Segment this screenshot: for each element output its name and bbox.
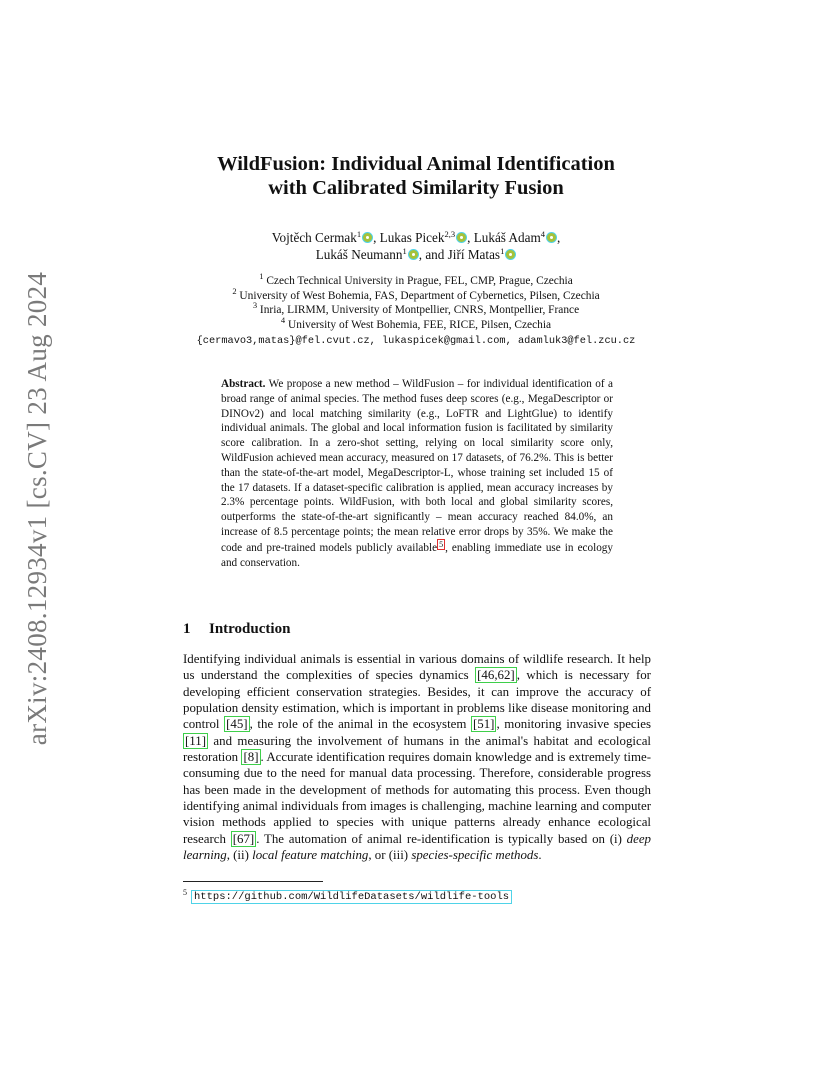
author-affil-sup: 2,3 <box>444 229 456 239</box>
intro-text: , the role of the animal in the ecosystem <box>249 717 471 732</box>
intro-text: . The automation of animal re-identification is typically based on (i) <box>256 831 627 846</box>
paper-title <box>150 152 682 200</box>
affiliation <box>150 300 682 318</box>
citation-link[interactable]: [11] <box>185 733 206 748</box>
author-name: Lukáš Adam <box>473 230 541 245</box>
section-heading-introduction <box>183 619 653 639</box>
affiliation-number: 2 <box>232 285 237 296</box>
orcid-icon[interactable] <box>456 232 467 243</box>
author-affil-sup: 1 <box>402 246 407 256</box>
intro-emphasis: deep learning <box>183 831 652 863</box>
affiliation <box>150 285 682 304</box>
abstract-label: Abstract. <box>221 378 266 390</box>
author-name: Vojtěch Cermak <box>271 230 357 245</box>
orcid-icon[interactable] <box>505 249 516 260</box>
intro-text: . Accurate identification requires domain knowledge and is extremely time-consuming due to the need for manual data processing. Therefore, considerable progress has been made in the development of methods for automating this process. Even though identifying animal individuals from images is challenging, machine learning and computer vision methods applied to species with unique patterns already enhance ecological research <box>183 750 651 846</box>
citation-link[interactable]: [67] <box>232 831 255 846</box>
footnote <box>183 886 651 904</box>
abstract-body: We propose a new method – WildFusion – for individual identification of a broad range of animal species. The method fuses deep scores (e.g., MegaDescriptor or DINOv2) and local matching similarity (e.g., LoFTR and LightGlue) to identify individual animals. The global and local information fusion is facilitated by similarity score calibration. In a zero-shot setting, relying on local similarity score only, WildFusion achieved mean accuracy, measured on 17 datasets, of 76.2%. This is better than the state-of-the-art model, MegaDescriptor-L, whose training set included 15 of the 17 datasets. If a dataset-specific calibration is applied, mean accuracy increases by 2.3% percentage points. WildFusion, with both local and global similarity scores, outperforms the state-of-the-art significantly – mean accuracy reached 84.0%, an increase of 8.5 percentage points; the mean relative error drops by 35%. We make the code and pre-trained models publicly available <box>221 378 613 554</box>
intro-text: , or (iii) <box>368 848 412 863</box>
arxiv-identifier <box>18 271 58 745</box>
intro-text: Identifying individual animals is essential in various domains of wildlife research. It help us understand the complexities of species dynamics <box>183 652 651 683</box>
section-number: 1 <box>183 621 191 637</box>
orcid-icon[interactable] <box>546 232 557 243</box>
abstract-body-end: , enabling immediate use in ecology and conservation. <box>221 541 613 569</box>
section-title: Introduction <box>209 621 291 637</box>
author-conjunction: , and <box>418 247 448 262</box>
author-name: Lukáš Neumann <box>315 247 403 262</box>
orcid-icon[interactable] <box>362 232 373 243</box>
author-list <box>190 229 642 263</box>
intro-text: , which is necessary for developing efficient conservation strategies. Besides, it can improve the accuracy of population density estimation, which is important in problems like disease monitoring and control <box>183 668 651 732</box>
intro-text: . <box>538 848 542 863</box>
intro-emphasis: species-specific methods <box>411 848 539 863</box>
affiliation-list <box>150 271 682 332</box>
affiliation-text: University of West Bohemia, FEE, RICE, Pilsen, Czechia <box>288 318 552 331</box>
affiliation-number: 3 <box>252 300 258 311</box>
intro-text: , (ii) <box>226 848 253 863</box>
intro-text: and measuring the involvement of humans in the animal's habitat and ecological restoration <box>183 733 651 765</box>
affiliation-text: Inria, LIRMM, University of Montpellier, CNRS, Montpellier, France <box>259 304 580 317</box>
author-name: Lukas Picek <box>379 230 445 245</box>
author-emails[interactable]: {cermavo3,matas}@fel.cvut.cz, lukaspicek@gmail.com, adamluk3@fel.zcu.cz <box>196 335 636 347</box>
citation-link[interactable]: [51] <box>473 717 495 732</box>
title-line-1: WildFusion: Individual Animal Identification <box>217 153 615 175</box>
citation-link[interactable]: [45] <box>226 717 248 732</box>
affiliation <box>150 271 682 289</box>
footnote-ref-link[interactable]: 5 <box>439 539 444 549</box>
affiliation-number: 1 <box>259 271 264 281</box>
author-line-1: Vojtěch Cermak$^1$ , Lukas Picek$^{2,3}$ , Lukáš Adam$^4$ , <box>271 229 561 245</box>
author-affil-sup: 1 <box>356 229 362 239</box>
author-name: Jiří Matas <box>447 247 501 262</box>
intro-text: , monitoring invasive species <box>496 717 651 732</box>
abstract <box>221 377 613 570</box>
introduction-paragraph <box>183 651 651 863</box>
orcid-icon[interactable] <box>408 249 419 260</box>
footnote-mark: 5 <box>183 888 187 897</box>
author-line-2 <box>190 246 642 263</box>
citation-link[interactable]: [8] <box>243 750 259 765</box>
affiliation <box>150 314 682 333</box>
citation-link[interactable]: [46,62] <box>477 668 515 683</box>
title-line-2: with Calibrated Similarity Fusion <box>268 177 564 199</box>
author-affil-sup: 4 <box>540 229 545 239</box>
footnote-divider <box>183 881 323 882</box>
author-affil-sup: 1 <box>500 246 505 256</box>
affiliation-text: Czech Technical University in Prague, FEL, CMP, Prague, Czechia <box>266 275 573 287</box>
affiliation-number: 4 <box>280 314 286 325</box>
affiliation-text: University of West Bohemia, FAS, Department of Cybernetics, Pilsen, Czechia <box>239 289 600 302</box>
arxiv-identifier-text: arXiv:2408.12934v1 [cs.CV] 23 Aug 2024 <box>22 271 53 745</box>
intro-emphasis: local feature matching <box>252 848 369 863</box>
footnote-url-link[interactable]: https://github.com/WildlifeDatasets/wildlife-tools <box>191 890 512 904</box>
